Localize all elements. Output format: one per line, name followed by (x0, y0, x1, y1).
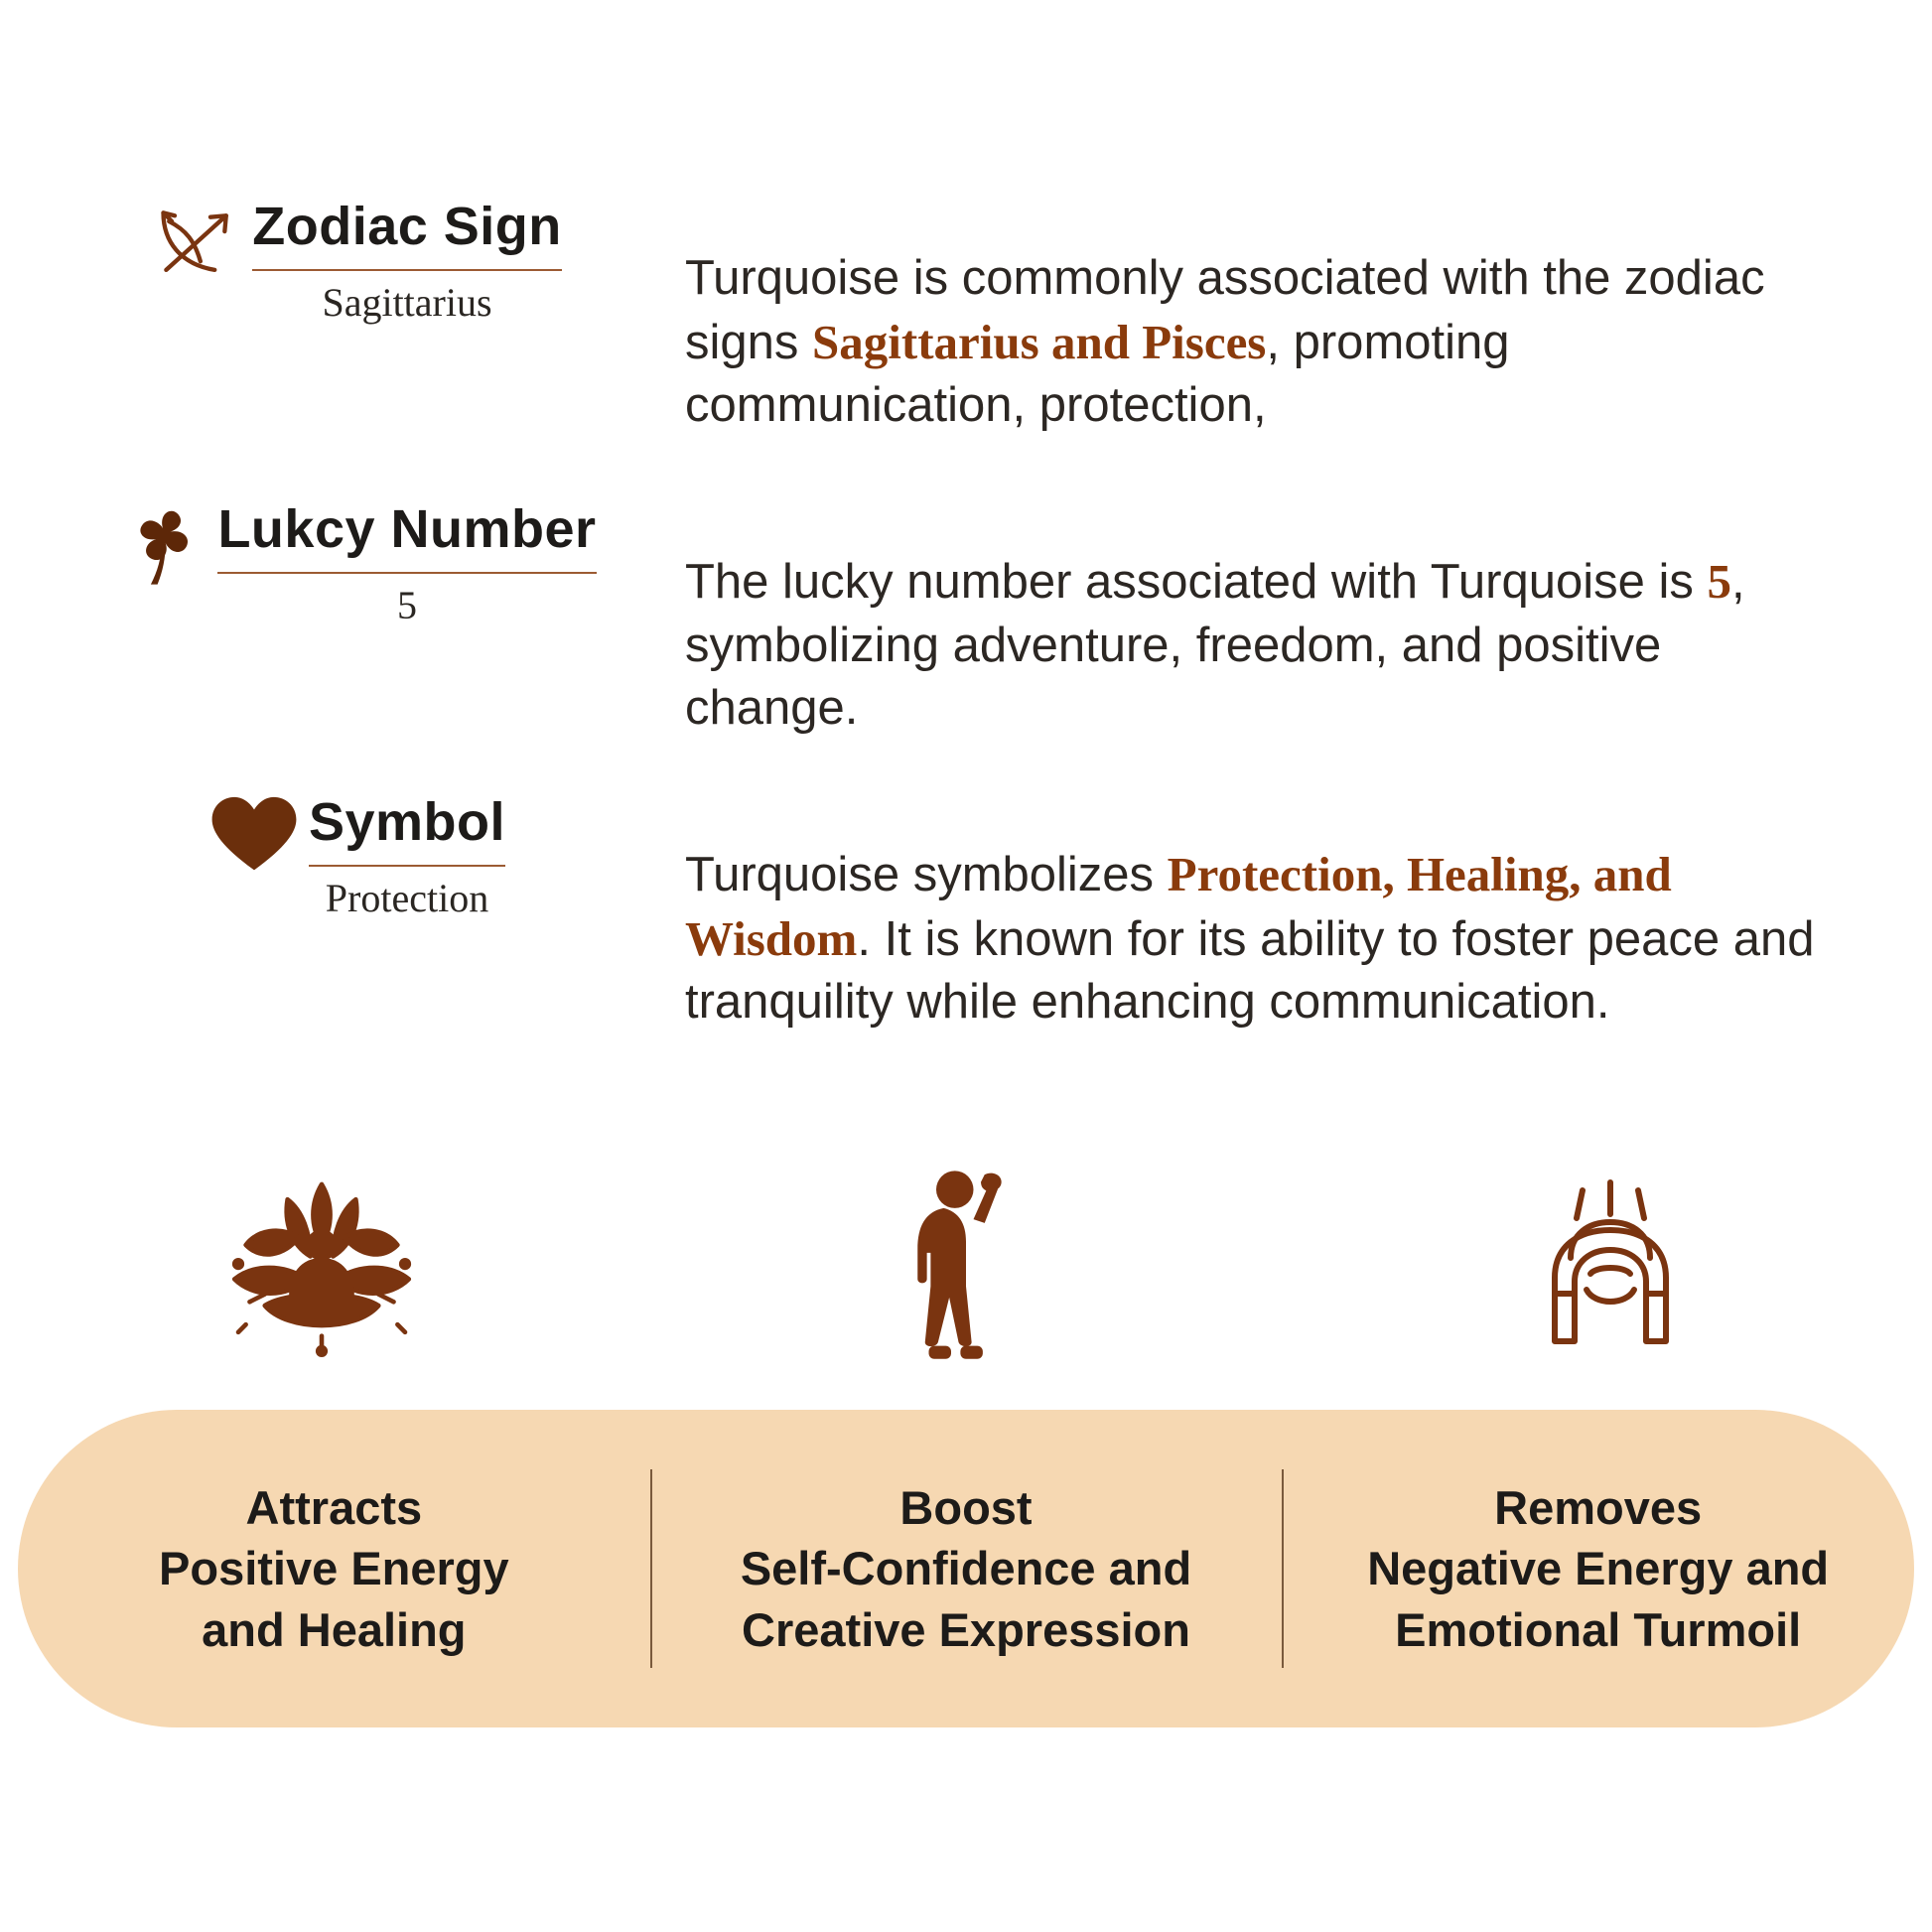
stressed-head-icon (1288, 1147, 1932, 1385)
attribute-subtitle: Protection (325, 875, 489, 920)
heart-icon (200, 794, 309, 876)
attribute-description-lucky-number (685, 501, 1866, 789)
attribute-description-text: Turquoise symbolizes Protection, Healing, and Wisdom. It is known for its ability to foster peace and tranquility while enhancing communication. (685, 847, 1815, 1030)
attribute-row-lucky-number (0, 501, 1932, 789)
divider (309, 865, 505, 867)
benefit-label-2: Boost Self-Confidence and Creative Expression (650, 1477, 1283, 1659)
attribute-title: Zodiac Sign (252, 197, 562, 256)
benefit-icon-row (0, 1147, 1932, 1385)
benefit-label-1: Attracts Positive Energy and Healing (159, 1481, 509, 1656)
attribute-label-block-lucky-number (0, 501, 685, 627)
attribute-title-group-zodiac-sign (252, 199, 562, 325)
attribute-subtitle: Sagittarius (322, 279, 492, 325)
attribute-description-zodiac-sign (685, 199, 1866, 486)
benefits-banner (18, 1410, 1914, 1727)
attribute-title: Lukcy Number (217, 499, 597, 559)
attribute-row-symbol (0, 794, 1932, 1083)
divider (252, 269, 562, 271)
attribute-title: Symbol (308, 792, 506, 852)
attribute-description-symbol (685, 794, 1866, 1083)
raised-fist-person-icon (644, 1147, 1289, 1385)
attribute-label-block-zodiac-sign (0, 199, 685, 325)
clover-icon (108, 501, 217, 593)
attribute-title-group-symbol (309, 794, 505, 920)
attribute-subtitle: 5 (396, 582, 417, 627)
attribute-description-text: The lucky number associated with Turquoise is 5, symbolizing adventure, freedom, and positive change. (685, 554, 1745, 736)
lotus-meditation-icon (0, 1147, 644, 1385)
attribute-label-block-symbol (0, 794, 685, 920)
attribute-title-group-lucky-number (217, 501, 596, 627)
attribute-row-zodiac-sign (0, 199, 1932, 486)
divider (217, 572, 596, 574)
bow-and-arrow-icon (143, 199, 252, 290)
attribute-description-text: Turquoise is commonly associated with the zodiac signs Sagittarius and Pisces, promoting communication, protection, (685, 251, 1765, 433)
benefit-label-3: Removes Negative Energy and Emotional Turmoil (1282, 1477, 1914, 1659)
